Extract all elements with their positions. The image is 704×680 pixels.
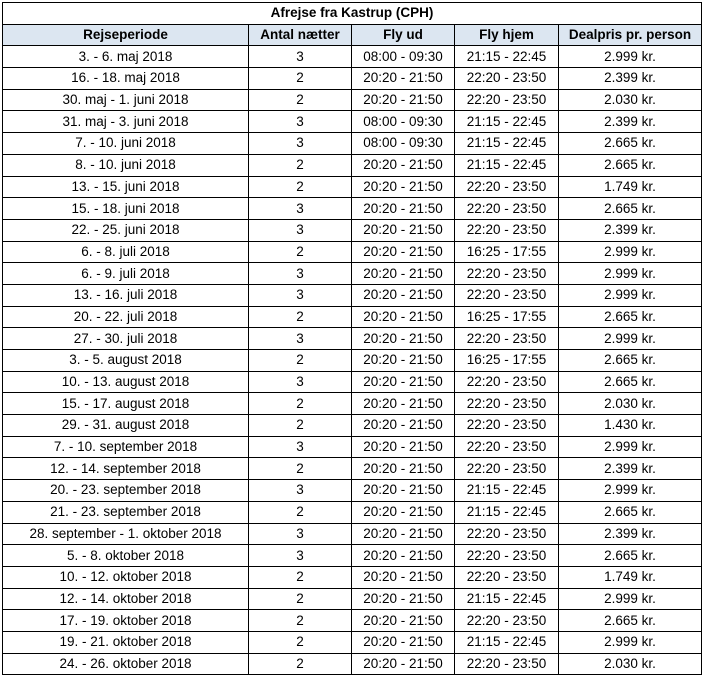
cell-nights: 3	[249, 284, 352, 306]
cell-outbound-flight: 08:00 - 09:30	[352, 133, 455, 155]
cell-outbound-flight: 20:20 - 21:50	[352, 436, 455, 458]
cell-nights: 2	[249, 631, 352, 653]
table-row	[3, 653, 702, 675]
table-row	[3, 306, 702, 328]
cell-return-flight: 22:20 - 23:50	[455, 198, 559, 220]
cell-deal-price: 2.665 kr.	[559, 133, 702, 155]
cell-return-flight: 22:20 - 23:50	[455, 523, 559, 545]
cell-nights: 2	[249, 588, 352, 610]
cell-nights: 2	[249, 566, 352, 588]
cell-travel-period: 10. - 12. oktober 2018	[3, 566, 249, 588]
cell-outbound-flight: 20:20 - 21:50	[352, 545, 455, 567]
cell-nights: 3	[249, 480, 352, 502]
table-row	[3, 393, 702, 415]
cell-outbound-flight: 20:20 - 21:50	[352, 68, 455, 90]
cell-deal-price: 2.399 kr.	[559, 68, 702, 90]
cell-return-flight: 16:25 - 17:55	[455, 350, 559, 372]
cell-deal-price: 2.665 kr.	[559, 371, 702, 393]
cell-nights: 2	[249, 68, 352, 90]
cell-outbound-flight: 20:20 - 21:50	[352, 328, 455, 350]
cell-outbound-flight: 20:20 - 21:50	[352, 241, 455, 263]
cell-deal-price: 2.999 kr.	[559, 631, 702, 653]
cell-nights: 3	[249, 263, 352, 285]
cell-outbound-flight: 20:20 - 21:50	[352, 588, 455, 610]
cell-return-flight: 21:15 - 22:45	[455, 501, 559, 523]
table-row	[3, 241, 702, 263]
cell-return-flight: 22:20 - 23:50	[455, 458, 559, 480]
cell-nights: 3	[249, 545, 352, 567]
table-row	[3, 436, 702, 458]
cell-return-flight: 22:20 - 23:50	[455, 89, 559, 111]
table-title: Afrejse fra Kastrup (CPH)	[3, 3, 702, 25]
cell-deal-price: 2.399 kr.	[559, 111, 702, 133]
table-row	[3, 263, 702, 285]
table-row	[3, 350, 702, 372]
cell-return-flight: 22:20 - 23:50	[455, 176, 559, 198]
cell-nights: 2	[249, 350, 352, 372]
cell-nights: 2	[249, 154, 352, 176]
cell-return-flight: 16:25 - 17:55	[455, 306, 559, 328]
cell-travel-period: 29. - 31. august 2018	[3, 415, 249, 437]
cell-nights: 2	[249, 306, 352, 328]
cell-travel-period: 21. - 23. september 2018	[3, 501, 249, 523]
cell-travel-period: 5. - 8. oktober 2018	[3, 545, 249, 567]
cell-deal-price: 2.030 kr.	[559, 653, 702, 675]
cell-deal-price: 1.749 kr.	[559, 176, 702, 198]
cell-deal-price: 2.665 kr.	[559, 198, 702, 220]
cell-deal-price: 2.999 kr.	[559, 46, 702, 68]
cell-deal-price: 2.999 kr.	[559, 480, 702, 502]
cell-travel-period: 20. - 22. juli 2018	[3, 306, 249, 328]
departure-table	[2, 2, 702, 675]
cell-travel-period: 19. - 21. oktober 2018	[3, 631, 249, 653]
cell-nights: 3	[249, 436, 352, 458]
table-row	[3, 458, 702, 480]
cell-deal-price: 2.665 kr.	[559, 501, 702, 523]
cell-deal-price: 2.399 kr.	[559, 219, 702, 241]
cell-nights: 3	[249, 111, 352, 133]
cell-deal-price: 2.665 kr.	[559, 350, 702, 372]
cell-return-flight: 22:20 - 23:50	[455, 545, 559, 567]
cell-deal-price: 2.665 kr.	[559, 545, 702, 567]
cell-return-flight: 16:25 - 17:55	[455, 241, 559, 263]
cell-deal-price: 2.999 kr.	[559, 284, 702, 306]
column-header-outbound-flight: Fly ud	[352, 24, 455, 46]
cell-outbound-flight: 20:20 - 21:50	[352, 480, 455, 502]
table-row	[3, 133, 702, 155]
cell-travel-period: 30. maj - 1. juni 2018	[3, 89, 249, 111]
cell-outbound-flight: 20:20 - 21:50	[352, 176, 455, 198]
cell-outbound-flight: 20:20 - 21:50	[352, 306, 455, 328]
cell-return-flight: 22:20 - 23:50	[455, 436, 559, 458]
cell-outbound-flight: 20:20 - 21:50	[352, 154, 455, 176]
cell-deal-price: 2.665 kr.	[559, 306, 702, 328]
cell-nights: 3	[249, 133, 352, 155]
cell-return-flight: 21:15 - 22:45	[455, 46, 559, 68]
cell-deal-price: 2.399 kr.	[559, 458, 702, 480]
column-header-return-flight: Fly hjem	[455, 24, 559, 46]
cell-return-flight: 22:20 - 23:50	[455, 371, 559, 393]
table-row	[3, 415, 702, 437]
cell-nights: 2	[249, 415, 352, 437]
cell-travel-period: 28. september - 1. oktober 2018	[3, 523, 249, 545]
table-row	[3, 523, 702, 545]
cell-deal-price: 2.999 kr.	[559, 588, 702, 610]
cell-deal-price: 2.999 kr.	[559, 436, 702, 458]
header-row	[3, 24, 702, 46]
table-row	[3, 154, 702, 176]
table-row	[3, 545, 702, 567]
table-body	[3, 46, 702, 675]
cell-travel-period: 3. - 5. august 2018	[3, 350, 249, 372]
cell-nights: 3	[249, 328, 352, 350]
cell-outbound-flight: 20:20 - 21:50	[352, 263, 455, 285]
table-row	[3, 328, 702, 350]
cell-return-flight: 22:20 - 23:50	[455, 610, 559, 632]
cell-nights: 2	[249, 241, 352, 263]
table-row	[3, 480, 702, 502]
cell-travel-period: 12. - 14. oktober 2018	[3, 588, 249, 610]
cell-nights: 2	[249, 653, 352, 675]
cell-deal-price: 1.749 kr.	[559, 566, 702, 588]
cell-return-flight: 22:20 - 23:50	[455, 415, 559, 437]
cell-return-flight: 22:20 - 23:50	[455, 219, 559, 241]
cell-outbound-flight: 20:20 - 21:50	[352, 566, 455, 588]
cell-deal-price: 2.030 kr.	[559, 89, 702, 111]
cell-travel-period: 10. - 13. august 2018	[3, 371, 249, 393]
cell-return-flight: 22:20 - 23:50	[455, 263, 559, 285]
table-row	[3, 219, 702, 241]
cell-nights: 2	[249, 501, 352, 523]
cell-travel-period: 6. - 9. juli 2018	[3, 263, 249, 285]
column-header-deal-price: Dealpris pr. person	[559, 24, 702, 46]
cell-return-flight: 22:20 - 23:50	[455, 284, 559, 306]
cell-return-flight: 21:15 - 22:45	[455, 111, 559, 133]
table-row	[3, 610, 702, 632]
cell-return-flight: 21:15 - 22:45	[455, 133, 559, 155]
cell-outbound-flight: 20:20 - 21:50	[352, 501, 455, 523]
cell-travel-period: 22. - 25. juni 2018	[3, 219, 249, 241]
cell-outbound-flight: 20:20 - 21:50	[352, 198, 455, 220]
cell-return-flight: 21:15 - 22:45	[455, 631, 559, 653]
table-row	[3, 566, 702, 588]
cell-nights: 2	[249, 610, 352, 632]
cell-return-flight: 21:15 - 22:45	[455, 154, 559, 176]
cell-outbound-flight: 20:20 - 21:50	[352, 458, 455, 480]
cell-travel-period: 15. - 18. juni 2018	[3, 198, 249, 220]
cell-deal-price: 1.430 kr.	[559, 415, 702, 437]
cell-return-flight: 22:20 - 23:50	[455, 393, 559, 415]
cell-travel-period: 15. - 17. august 2018	[3, 393, 249, 415]
cell-nights: 3	[249, 219, 352, 241]
cell-nights: 2	[249, 89, 352, 111]
cell-deal-price: 2.999 kr.	[559, 263, 702, 285]
cell-return-flight: 21:15 - 22:45	[455, 588, 559, 610]
cell-travel-period: 6. - 8. juli 2018	[3, 241, 249, 263]
cell-travel-period: 3. - 6. maj 2018	[3, 46, 249, 68]
cell-travel-period: 27. - 30. juli 2018	[3, 328, 249, 350]
cell-outbound-flight: 20:20 - 21:50	[352, 610, 455, 632]
cell-deal-price: 2.999 kr.	[559, 328, 702, 350]
cell-outbound-flight: 20:20 - 21:50	[352, 653, 455, 675]
cell-travel-period: 7. - 10. juni 2018	[3, 133, 249, 155]
cell-outbound-flight: 20:20 - 21:50	[352, 631, 455, 653]
column-header-travel-period: Rejseperiode	[3, 24, 249, 46]
table-row	[3, 371, 702, 393]
cell-travel-period: 24. - 26. oktober 2018	[3, 653, 249, 675]
cell-deal-price: 2.665 kr.	[559, 154, 702, 176]
cell-travel-period: 12. - 14. september 2018	[3, 458, 249, 480]
table-row	[3, 176, 702, 198]
cell-nights: 3	[249, 523, 352, 545]
cell-outbound-flight: 20:20 - 21:50	[352, 523, 455, 545]
cell-nights: 3	[249, 371, 352, 393]
table-row	[3, 68, 702, 90]
cell-outbound-flight: 08:00 - 09:30	[352, 111, 455, 133]
cell-outbound-flight: 20:20 - 21:50	[352, 350, 455, 372]
table-row	[3, 89, 702, 111]
cell-travel-period: 16. - 18. maj 2018	[3, 68, 249, 90]
table-row	[3, 198, 702, 220]
table-row	[3, 111, 702, 133]
cell-return-flight: 21:15 - 22:45	[455, 480, 559, 502]
cell-outbound-flight: 20:20 - 21:50	[352, 89, 455, 111]
cell-outbound-flight: 20:20 - 21:50	[352, 219, 455, 241]
cell-deal-price: 2.665 kr.	[559, 610, 702, 632]
table-row	[3, 501, 702, 523]
cell-return-flight: 22:20 - 23:50	[455, 68, 559, 90]
cell-return-flight: 22:20 - 23:50	[455, 328, 559, 350]
cell-outbound-flight: 20:20 - 21:50	[352, 284, 455, 306]
cell-travel-period: 20. - 23. september 2018	[3, 480, 249, 502]
cell-nights: 2	[249, 176, 352, 198]
table-row	[3, 46, 702, 68]
cell-outbound-flight: 20:20 - 21:50	[352, 371, 455, 393]
cell-nights: 2	[249, 393, 352, 415]
table-row	[3, 284, 702, 306]
cell-nights: 2	[249, 458, 352, 480]
title-row	[3, 3, 702, 25]
table-row	[3, 588, 702, 610]
cell-deal-price: 2.030 kr.	[559, 393, 702, 415]
table-row	[3, 631, 702, 653]
cell-travel-period: 13. - 16. juli 2018	[3, 284, 249, 306]
column-header-nights: Antal nætter	[249, 24, 352, 46]
cell-travel-period: 7. - 10. september 2018	[3, 436, 249, 458]
cell-travel-period: 17. - 19. oktober 2018	[3, 610, 249, 632]
cell-return-flight: 22:20 - 23:50	[455, 566, 559, 588]
cell-outbound-flight: 20:20 - 21:50	[352, 415, 455, 437]
cell-deal-price: 2.999 kr.	[559, 241, 702, 263]
cell-outbound-flight: 08:00 - 09:30	[352, 46, 455, 68]
cell-outbound-flight: 20:20 - 21:50	[352, 393, 455, 415]
cell-travel-period: 8. - 10. juni 2018	[3, 154, 249, 176]
cell-return-flight: 22:20 - 23:50	[455, 653, 559, 675]
cell-nights: 3	[249, 198, 352, 220]
cell-deal-price: 2.399 kr.	[559, 523, 702, 545]
cell-travel-period: 13. - 15. juni 2018	[3, 176, 249, 198]
departure-table-container	[2, 2, 702, 675]
cell-travel-period: 31. maj - 3. juni 2018	[3, 111, 249, 133]
cell-nights: 3	[249, 46, 352, 68]
